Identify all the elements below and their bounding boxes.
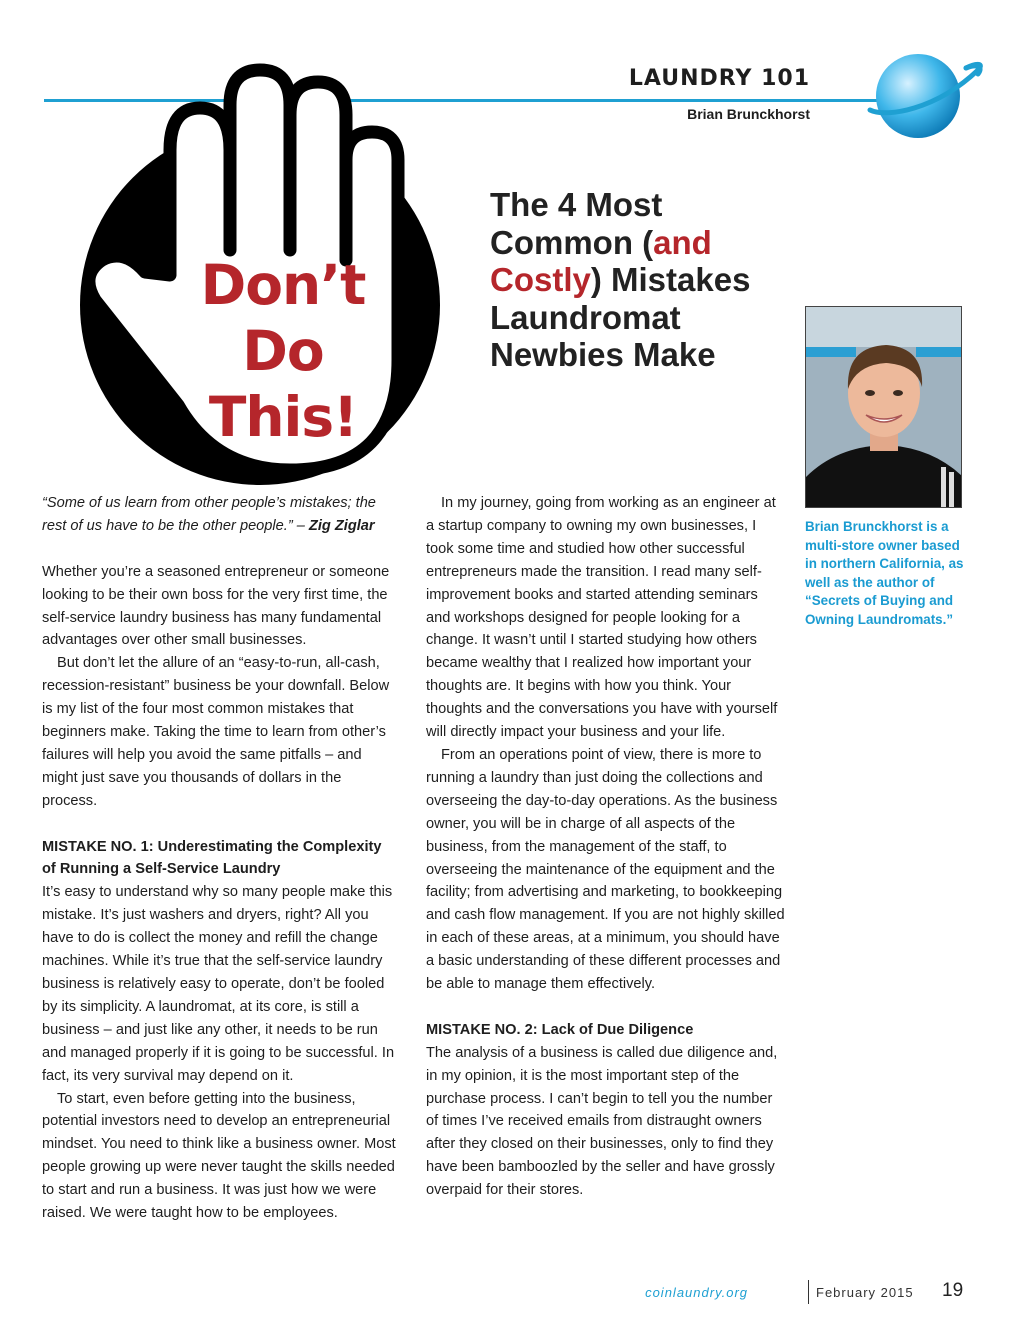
paragraph: It’s easy to understand why so many people make this mistake. It’s just washers and dryers, right? All you have to do is collect the money and refill the change machines. While it’s true that the self-service laundry business is relatively easy to operate, don’t be fooled by its simplicity. A laundromat, at its core, is still a business – and just like any other, it needs to be run and managed properly if it is going to be successful. In fact, its very survival may depend on it. [42,884,395,1084]
quote-text: “Some of us learn from other people’s mistakes; the rest of us have to be the other people.” – [42,495,376,534]
middle-column [426,492,786,1202]
paragraph: But don’t let the allure of an “easy-to-run, all-cash, recession-resistant” business be your downfall. Below is my list of the four most common mistakes that beginners make. Taking the time to learn from other’s failures will help you avoid the same pitfalls – and might just save you thousands of dollars in the process. [42,655,390,809]
mistake-2-heading: MISTAKE NO. 2: Lack of Due Diligence [426,1021,694,1038]
page-footer [600,1280,970,1310]
stop-text-line3: This! [208,385,358,449]
section-title: LAUNDRY 101 [628,66,810,91]
mistake-1-heading: MISTAKE NO. 1: Underestimating the Complexity of Running a Self-Service Laundry [42,838,382,878]
footer-divider [808,1280,809,1304]
stop-text-line1: Don’t [200,253,366,317]
paragraph: From an operations point of view, there is more to running a laundry than just doing the collections and overseeing the day-to-day operations. As the business owner, you will be in charge of all aspects of the business, from the management of the staff, to overseeing the maintenance of the equipment and the facility; from advertising and marketing, to bookkeeping and cash flow management. If you are not highly skilled in each of these areas, at a minimum, you should have a basic understanding of these different processes and be able to manage them effectively. [426,746,785,993]
globe-icon [866,48,986,140]
author-name: Brian Brunckhorst [687,106,810,122]
stop-text-line2: Do [242,319,324,383]
headline-part3: ) Mistakes Laundromat Newbies Make [490,261,751,373]
quote-author: Zig Ziglar [308,517,375,534]
stop-graphic-text [178,252,388,450]
paragraph: To start, even before getting into the business, potential investors need to develop an entrepreneurial mindset. You need to think like a business owner. Most people growing up were never taught the skills needed to start and run a business. It was just how we were raised. We were taught how to be employees. [42,1090,396,1222]
opening-quote [42,492,397,538]
left-column [42,492,397,1225]
author-bio: Brian Brunckhorst is a multi-store owner based in northern California, as well as the author of “Secrets of Buying and Owning Laundromats.” [805,519,964,627]
article-headline [490,186,800,374]
footer-site: coinlaundry.org [645,1285,748,1300]
paragraph: In my journey, going from working as an engineer at a startup company to owning my own businesses, I took some time and studied how other successful entrepreneurs made the transition. I read many self-improvement books and started attending seminars and workshops designed for people looking for a change. It wasn’t until I started studying how others became wealthy that I realized how important your thoughts are. It begins with how you think. Your thoughts and the conversations you have with yourself will directly impact your business and your life. [426,495,778,741]
author-portrait-icon [806,307,962,508]
paragraph: Whether you’re a seasoned entrepreneur or someone looking to be their own boss for the very first time, the self-service laundry business has many fundamental advantages over other small businesses. [42,563,390,649]
page-number: 19 [942,1280,964,1301]
headline-highlight: and Costly [490,223,712,298]
author-photo [805,306,962,508]
footer-date: February 2015 [816,1285,914,1300]
paragraph: The analysis of a business is called due diligence and, in my opinion, it is the most important step of the purchase process. I can’t begin to tell you the number of times I’ve received emails from distraught owners after they closed on their businesses, only to find they have been bamboozled by the seller and have grossly overpaid for their stores. [426,1044,778,1199]
headline-part1: The 4 Most Common ( [490,186,663,261]
